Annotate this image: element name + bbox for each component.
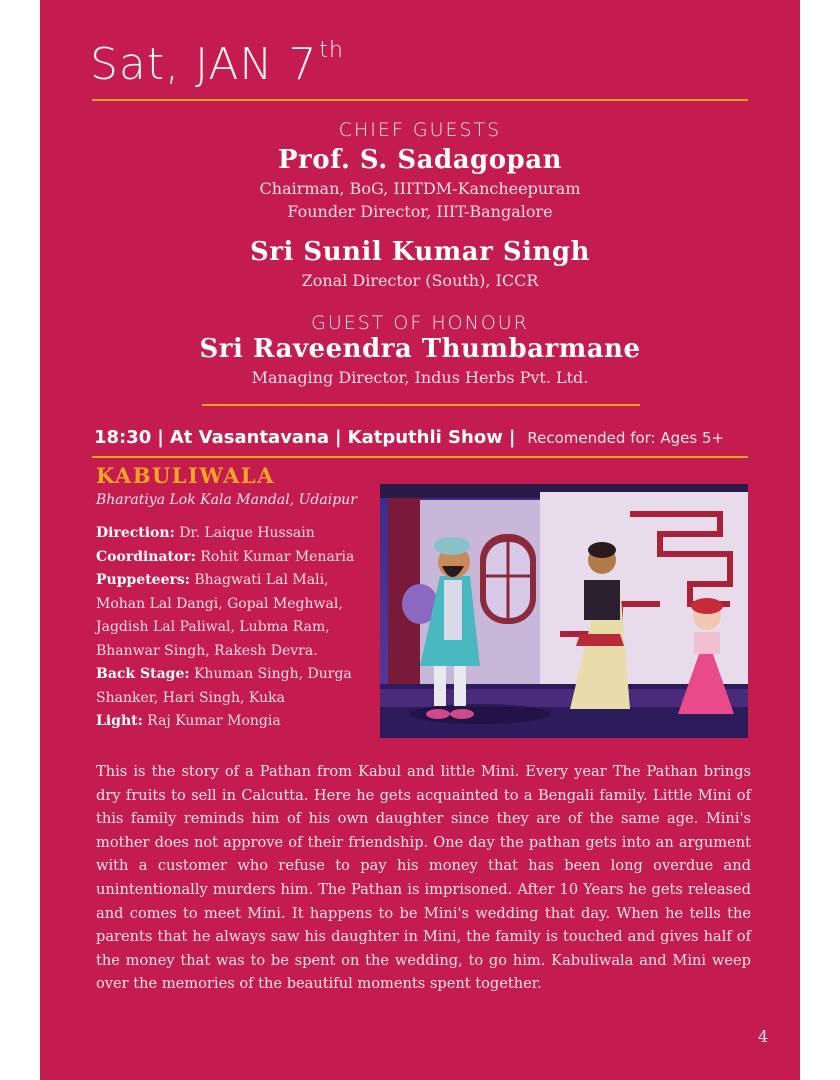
header-rule	[92, 99, 748, 101]
schedule-separator: |	[335, 427, 342, 448]
credit-label: Coordinator:	[96, 548, 196, 565]
schedule-recommendation: Recomended for: Ages 5+	[527, 429, 725, 447]
credit-label: Back Stage:	[96, 666, 190, 682]
puppet-show-photo	[380, 484, 748, 738]
credit-backstage	[96, 663, 381, 710]
credit-label: Direction:	[96, 525, 175, 541]
date-suffix: th	[319, 38, 344, 63]
show-title: KABULIWALA	[96, 463, 275, 488]
brochure-page	[40, 0, 800, 1080]
credit-value: Raj Kumar Mongia	[147, 713, 281, 729]
credits-list	[96, 522, 381, 734]
credit-value: Dr. Laique Hussain	[179, 525, 315, 541]
credit-label: Light:	[96, 713, 143, 729]
credit-light	[96, 710, 381, 734]
credit-label: Puppeteers:	[96, 572, 190, 588]
guest-of-honour-section	[40, 312, 800, 389]
credit-value: Rohit Kumar Menaria	[200, 548, 355, 565]
troupe-name: Bharatiya Lok Kala Mandal, Udaipur	[96, 492, 357, 508]
schedule-line	[94, 427, 754, 448]
chief-guests-label: CHIEF GUESTS	[338, 119, 502, 141]
credit-direction	[96, 522, 381, 546]
credit-puppeteers	[96, 569, 381, 663]
chief-guests-section	[40, 119, 800, 292]
guest-of-honour-role: Managing Director, Indus Herbs Pvt. Ltd.	[251, 368, 589, 387]
guest-name-2: Sri Sunil Kumar Singh	[250, 237, 590, 267]
schedule-time: 18:30	[94, 427, 152, 448]
story-text: This is the story of a Pathan from Kabul and little Mini. Every year The Pathan brings dry fruits to sell in Calcutta. Here he gets acquainted to a Bengali family. Little Mini of this family reminds him of his own daughter since they are of the same age. Mini's mother does not approve of their friendship. One day the pathan gets into an argument with a customer who refuse to pay his money that has been long overdue and unintentionally murders him. The Pathan is imprisoned. After 10 Years he gets released and comes to meet Mini. It happens to be Mini's wedding that day. When he tells the parents that he always saw his daughter in Mini, the family is touched and gives half of the money that was to be spent on the wedding, to go him. Kabuliwala and Mini weep over the memories of the beautiful moments spent together.	[96, 763, 751, 993]
guest-role-1a: Chairman, BoG, IIITDM-Kancheepuram	[259, 179, 581, 198]
schedule-separator: |	[508, 427, 516, 448]
page-number: 4	[758, 1027, 769, 1046]
guest-role-2: Zonal Director (South), ICCR	[301, 271, 539, 290]
credit-coordinator	[96, 546, 381, 570]
date-main: Sat, JAN 7	[90, 39, 318, 90]
credit-value: Bhagwati Lal Mali, Mohan Lal Dangi, Gopal Meghwal, Jagdish Lal Paliwal, Lubma Ram, Bhanwar Singh, Rakesh Devra.	[96, 572, 343, 659]
credit-value: Khuman Singh, Durga Shanker, Hari Singh, Kuka	[96, 666, 352, 706]
guest-of-honour-label: GUEST OF HONOUR	[311, 312, 529, 334]
schedule-rule	[92, 456, 748, 458]
schedule-separator: |	[157, 427, 164, 448]
guest-role-1b: Founder Director, IIIT-Bangalore	[287, 202, 553, 221]
guest-of-honour-name: Sri Raveendra Thumbarmane	[199, 334, 641, 364]
schedule-event: Katputhli Show	[347, 427, 503, 448]
date-title	[90, 38, 344, 90]
guests-rule	[202, 404, 640, 406]
guest-name-1: Prof. S. Sadagopan	[277, 145, 562, 175]
schedule-venue: At Vasantavana	[169, 427, 330, 448]
